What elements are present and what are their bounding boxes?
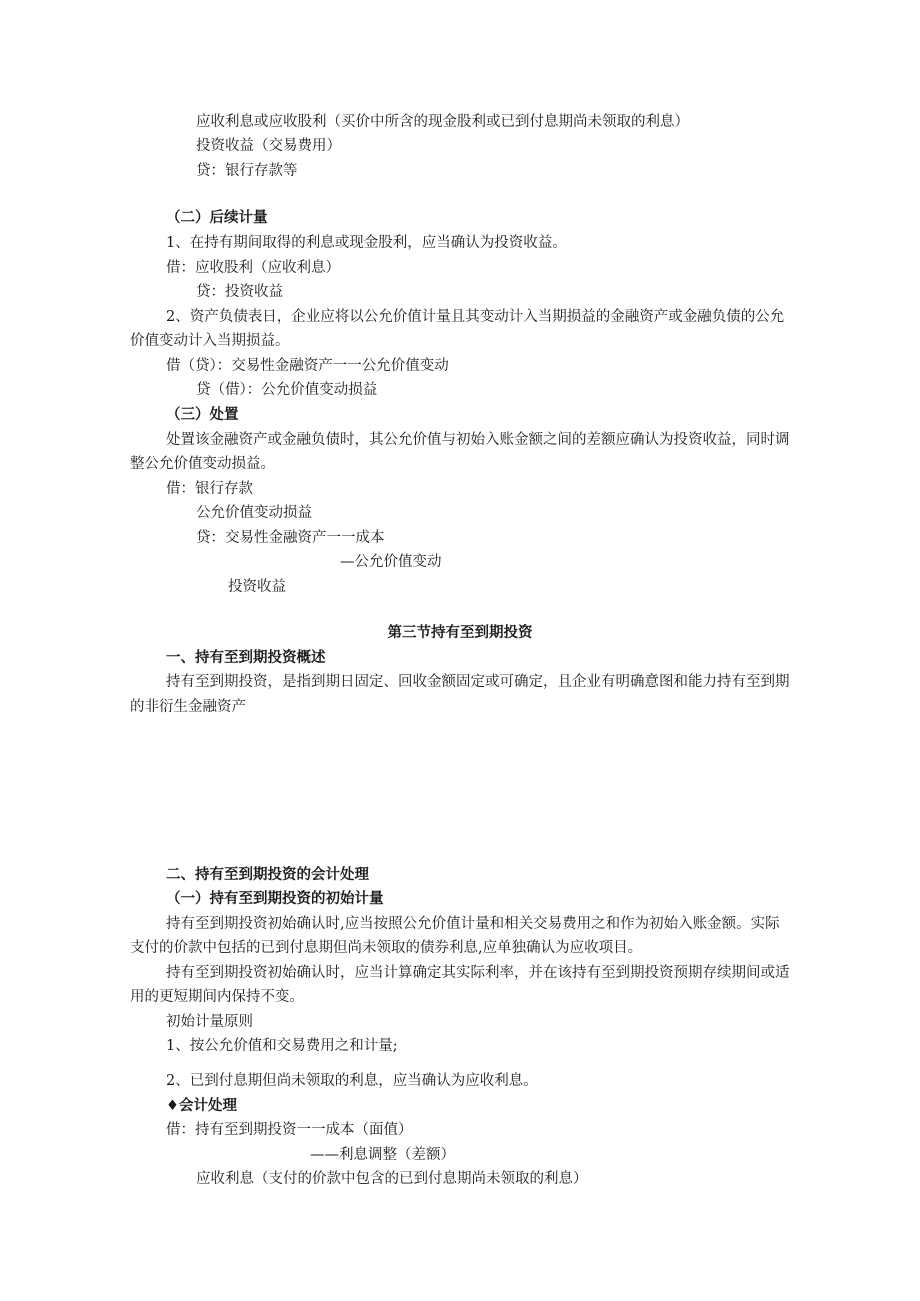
text-line: 投资收益	[228, 579, 286, 595]
text-line: ——利息调整（差额）	[310, 1147, 455, 1163]
section-heading: 二、持有至到期投资的会计处理	[166, 867, 369, 883]
chapter-title: 第三节持有至到期投资	[387, 625, 533, 641]
text-line: —公允价值变动	[340, 554, 442, 570]
text-line: 的非衍生金融资产	[130, 699, 246, 715]
section-heading: ♦会计处理	[166, 1098, 237, 1114]
text-line: 借：应收股利（应收利息）	[166, 260, 340, 276]
text-line: 用的更短期间内保持不变。	[130, 989, 304, 1005]
text-line: 2、资产负债表日，企业应将以公允价值计量且其变动计入当期损益的金融资产或金融负债的公允	[166, 309, 785, 325]
text-line: 贷（借）：公允价值变动损益	[196, 382, 378, 398]
text-line: 价值变动计入当期损益。	[130, 333, 290, 349]
text-line: 持有至到期投资初始确认时,应当按照公允价值计量和相关交易费用之和作为初始入账金额。实际	[166, 916, 780, 932]
text-line: 持有至到期投资初始确认时，应当计算确定其实际利率，并在该持有至到期投资预期存续期间或适	[166, 965, 790, 981]
text-line: 处置该金融资产或金融负债时，其公允价值与初始入账金额之间的差额应确认为投资收益，同时调	[166, 432, 790, 448]
text-line: 贷：银行存款等	[196, 163, 298, 179]
text-line: 借：银行存款	[166, 481, 253, 497]
text-line: 整公允价值变动损益。	[130, 456, 275, 472]
text-line: 1、按公允价值和交易费用之和计量;	[166, 1038, 398, 1054]
section-heading: （三）处置	[166, 407, 239, 423]
text-line: 应收利息（支付的价款中包含的已到付息期尚未领取的利息）	[196, 1171, 588, 1187]
text-line: 投资收益（交易费用）	[196, 138, 341, 154]
text-line: 支付的价款中包括的已到付息期但尚未领取的债券利息,应单独确认为应收项目。	[130, 940, 643, 956]
section-heading: （二）后续计量	[166, 210, 268, 226]
text-line: 贷：投资收益	[196, 284, 283, 300]
section-heading: 一、持有至到期投资概述	[166, 650, 326, 666]
text-line: 借（贷）：交易性金融资产一一公允价值变动	[166, 358, 449, 374]
text-line: 2、已到付息期但尚未领取的利息，应当确认为应收利息。	[166, 1073, 538, 1089]
text-line: 初始计量原则	[166, 1014, 253, 1030]
text-line: 1、在持有期间取得的利息或现金股利，应当确认为投资收益。	[166, 235, 567, 251]
text-line: 贷：交易性金融资产一一成本	[196, 530, 385, 546]
text-line: 借：持有至到期投资一一成本（面值）	[166, 1122, 413, 1138]
section-heading: （一）持有至到期投资的初始计量	[166, 891, 384, 907]
text-line: 持有至到期投资，是指到期日固定、回收金额固定或可确定，且企业有明确意图和能力持有至到期	[166, 674, 790, 690]
text-line: 应收利息或应收股利（买价中所含的现金股利或已到付息期尚未领取的利息）	[196, 114, 689, 130]
text-line: 公允价值变动损益	[196, 505, 312, 521]
